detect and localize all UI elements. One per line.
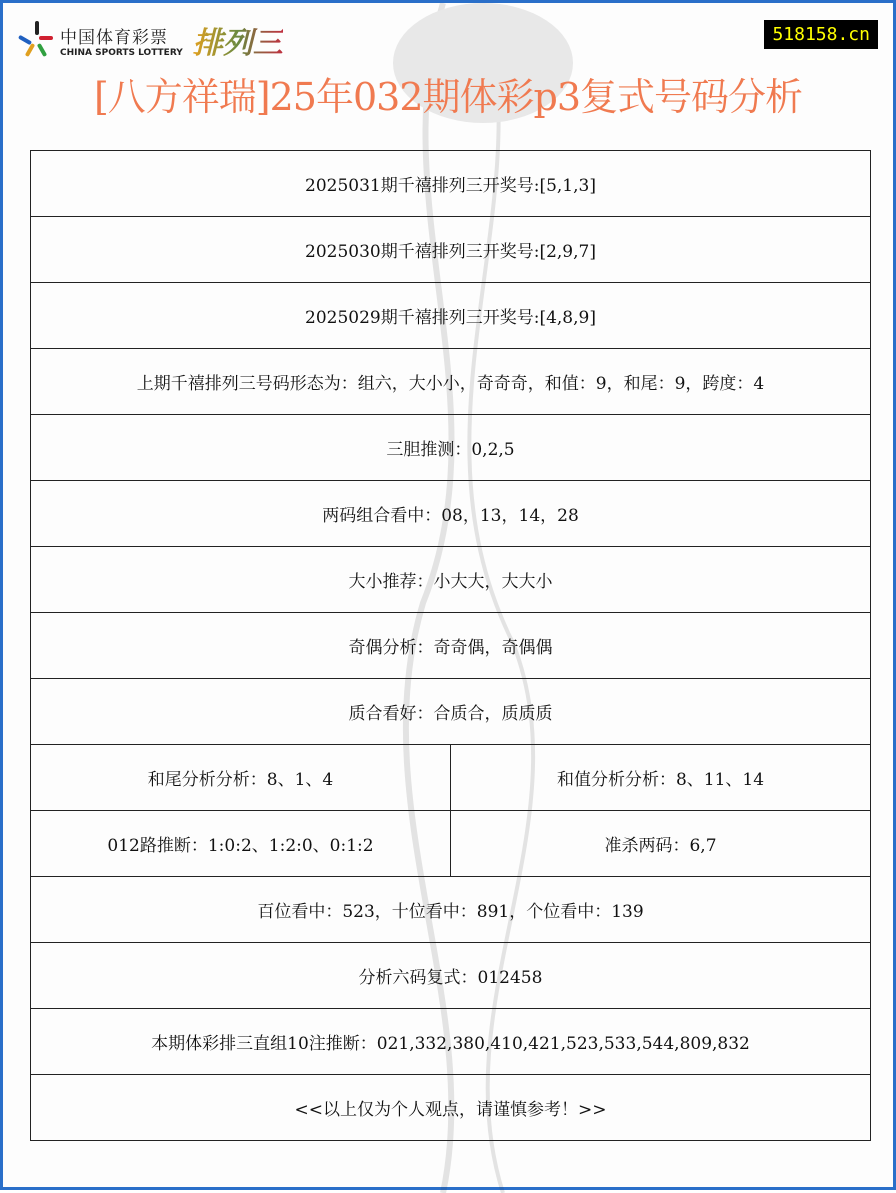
table-cell: 上期千禧排列三号码形态为：组六，大小小，奇奇奇，和值：9，和尾：9，跨度：4 — [31, 349, 871, 415]
table-row — [31, 547, 871, 613]
table-row — [31, 217, 871, 283]
table-row — [31, 613, 871, 679]
logo-chinese-text: 中国体育彩票 — [60, 27, 168, 48]
table-row — [31, 1075, 871, 1141]
table-cell: 012路推断：1:0:2、1:2:0、0:1:2 — [31, 811, 451, 877]
table-row — [31, 811, 871, 877]
table-row — [31, 415, 871, 481]
logo-english-text: CHINA SPORTS LOTTERY — [60, 47, 183, 58]
table-row — [31, 349, 871, 415]
table-row — [31, 745, 871, 811]
table-cell: 2025030期千禧排列三开奖号:[2,9,7] — [31, 217, 871, 283]
table-cell: 百位看中：523，十位看中：891，个位看中：139 — [31, 877, 871, 943]
table-row — [31, 1009, 871, 1075]
table-cell: <<以上仅为个人观点，请谨慎参考！>> — [31, 1075, 871, 1141]
table-cell: 奇偶分析：奇奇偶，奇偶偶 — [31, 613, 871, 679]
table-cell: 三胆推测：0,2,5 — [31, 415, 871, 481]
table-cell: 准杀两码：6,7 — [451, 811, 871, 877]
site-badge: 518158.cn — [764, 20, 878, 49]
table-row — [31, 943, 871, 1009]
table-cell: 2025031期千禧排列三开奖号:[5,1,3] — [31, 151, 871, 217]
table-row — [31, 877, 871, 943]
table-cell: 和尾分析分析：8、1、4 — [31, 745, 451, 811]
table-cell: 质合看好：合质合，质质质 — [31, 679, 871, 745]
table-cell: 分析六码复式：012458 — [31, 943, 871, 1009]
table-row — [31, 151, 871, 217]
lottery-star-icon — [20, 21, 54, 59]
table-cell: 2025029期千禧排列三开奖号:[4,8,9] — [31, 283, 871, 349]
table-row — [31, 283, 871, 349]
analysis-table — [30, 150, 871, 1141]
table-row — [31, 481, 871, 547]
table-cell: 大小推荐：小大大，大大小 — [31, 547, 871, 613]
logo-game-name: 排列三 — [193, 18, 283, 62]
china-sports-lottery-logo — [20, 18, 283, 62]
page-title: [八方祥瑞]25年032期体彩p3复式号码分析 — [93, 75, 803, 119]
table-row — [31, 679, 871, 745]
table-cell: 和值分析分析：8、11、14 — [451, 745, 871, 811]
table-cell: 两码组合看中：08，13，14，28 — [31, 481, 871, 547]
table-cell: 本期体彩排三直组10注推断：021,332,380,410,421,523,533,544,809,832 — [31, 1009, 871, 1075]
